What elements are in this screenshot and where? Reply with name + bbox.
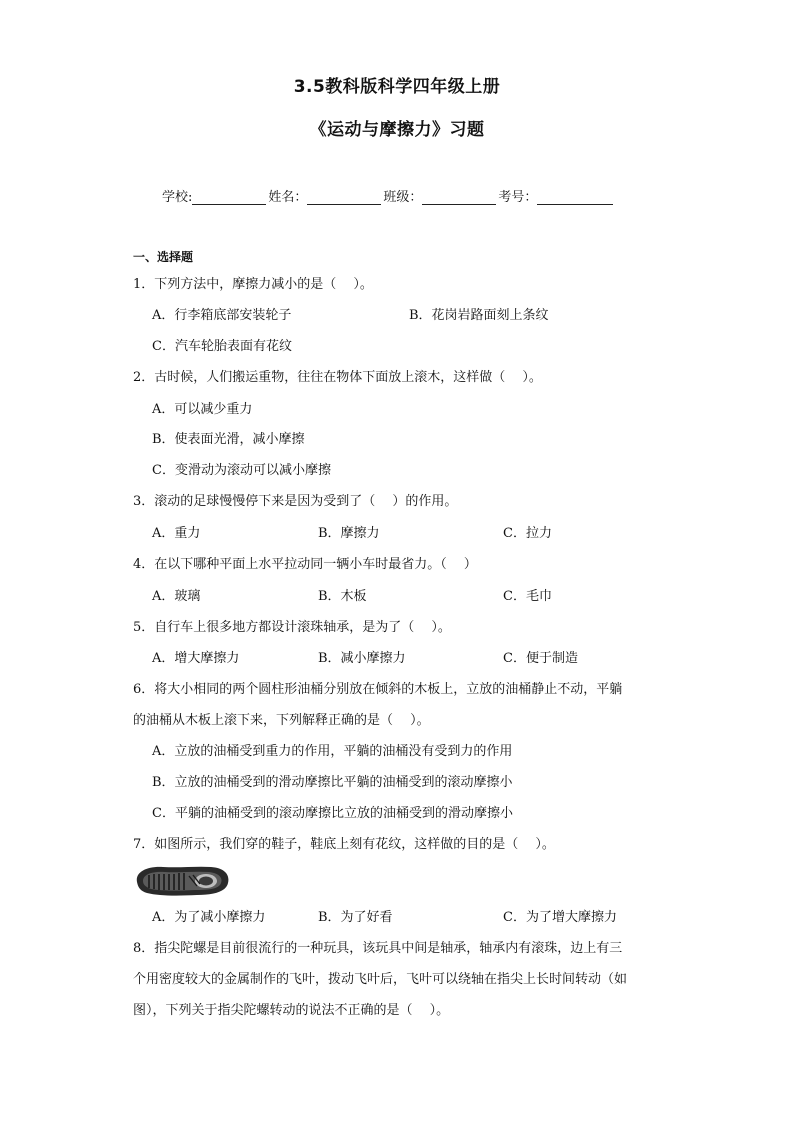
question-1-option-a[interactable]: A．行李箱底部安装轮子 [152,308,292,323]
question-6-option-b[interactable]: B．立放的油桶受到的滑动摩擦比平躺的油桶受到的滚动摩擦小 [152,775,513,790]
exam-number-label: 考号： [498,190,538,205]
question-1-option-b[interactable]: B．花岗岩路面刻上条纹 [409,308,549,323]
question-7-option-a[interactable]: A．为了减小摩擦力 [152,910,266,925]
question-3-option-c[interactable]: C．拉力 [503,526,552,541]
question-4-stem: 4．在以下哪种平面上水平拉动同一辆小车时最省力。（ ） [133,557,477,572]
section-heading: 一、选择题 [133,250,194,264]
question-7-option-c[interactable]: C．为了增大摩擦力 [503,910,617,925]
question-2-option-c[interactable]: C．变滑动为滚动可以减小摩擦 [152,463,331,478]
school-label: 学校: [162,190,193,205]
question-6-option-a[interactable]: A．立放的油桶受到重力的作用，平躺的油桶没有受到力的作用 [152,744,513,759]
question-4-option-b[interactable]: B．木板 [318,589,367,604]
question-5-option-b[interactable]: B．减小摩擦力 [318,651,406,666]
class-field[interactable] [422,190,496,205]
name-label: 姓名： [268,190,308,205]
shoe-sole-image [133,862,231,898]
question-7-option-b[interactable]: B．为了好看 [318,910,393,925]
question-4-option-a[interactable]: A．玻璃 [152,589,201,604]
question-2-option-a[interactable]: A．可以减少重力 [152,402,253,417]
question-6-stem-line-2: 的油桶从木板上滚下来，下列解释正确的是（ ）。 [133,713,430,728]
question-2-stem: 2．古时候，人们搬运重物，往往在物体下面放上滚木，这样做（ ）。 [133,370,542,385]
class-label: 班级： [383,190,423,205]
question-6-option-c[interactable]: C．平躺的油桶受到的滚动摩擦比立放的油桶受到的滑动摩擦小 [152,806,513,821]
question-5-option-a[interactable]: A．增大摩擦力 [152,651,240,666]
exam-number-field[interactable] [537,190,613,205]
document-subtitle: 《运动与摩擦力》习题 [309,120,485,140]
question-8-stem-line-3: 图），下列关于指尖陀螺转动的说法不正确的是（ ）。 [133,1003,450,1018]
question-8-stem-line-1: 8．指尖陀螺是目前很流行的一种玩具，该玩具中间是轴承，轴承内有滚珠，边上有三 [133,941,623,956]
name-field[interactable] [307,190,381,205]
question-1-option-c[interactable]: C．汽车轮胎表面有花纹 [152,339,292,354]
school-field[interactable] [192,190,266,205]
question-2-option-b[interactable]: B．使表面光滑，减小摩擦 [152,432,305,447]
question-4-option-c[interactable]: C．毛巾 [503,589,552,604]
question-1-stem: 1．下列方法中，摩擦力减小的是（ ）。 [133,277,373,292]
question-3-option-b[interactable]: B．摩擦力 [318,526,380,541]
question-5-option-c[interactable]: C．便于制造 [503,651,578,666]
question-8-stem-line-2: 个用密度较大的金属制作的飞叶，拨动飞叶后，飞叶可以绕轴在指尖上长时间转动（如 [133,972,628,987]
question-7-stem: 7．如图所示，我们穿的鞋子，鞋底上刻有花纹，这样做的目的是（ ）。 [133,837,555,852]
question-5-stem: 5．自行车上很多地方都设计滚珠轴承，是为了（ ）。 [133,620,451,635]
question-3-stem: 3．滚动的足球慢慢停下来是因为受到了（ ）的作用。 [133,494,458,509]
student-info-row [162,186,615,205]
document-title: 3.5教科版科学四年级上册 [293,77,501,97]
question-3-option-a[interactable]: A．重力 [152,526,201,541]
question-6-stem-line-1: 6．将大小相同的两个圆柱形油桶分别放在倾斜的木板上，立放的油桶静止不动，平躺 [133,682,623,697]
